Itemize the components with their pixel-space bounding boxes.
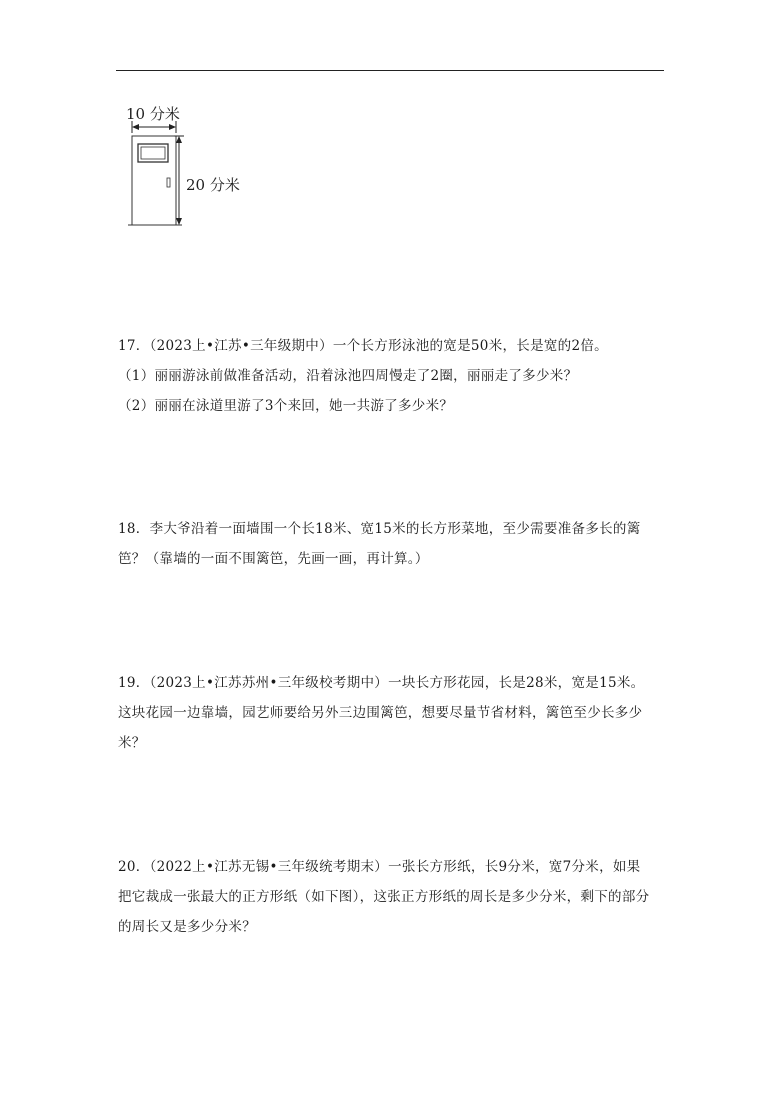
width-arrow-left xyxy=(132,124,139,130)
question-20-line-1: 20．（2022上•江苏无锡•三年级统考期末）一张长方形纸，长9分米，宽7分米，如果 xyxy=(118,859,641,875)
question-20-line-3: 的周长又是多少分米？ xyxy=(118,919,256,935)
door-diagram xyxy=(118,100,258,235)
width-label: 10 分米 xyxy=(126,105,180,123)
question-19-line-2: 这块花园一边靠墙，园艺师要给另外三边围篱笆，想要尽量节省材料，篱笆至少长多少 xyxy=(118,705,643,721)
height-arrow-bottom xyxy=(176,218,182,225)
question-20 xyxy=(118,852,666,942)
door-window-inner xyxy=(141,147,165,159)
height-label: 20 分米 xyxy=(186,176,240,194)
question-19-line-3: 米？ xyxy=(118,735,146,751)
height-arrow-top xyxy=(176,136,182,143)
question-20-line-2: 把它裁成一张最大的正方形纸（如下图），这张正方形纸的周长是多少分米，剩下的部分 xyxy=(118,889,650,905)
door-handle xyxy=(167,178,170,187)
question-19 xyxy=(118,668,666,758)
width-arrow-right xyxy=(169,124,176,130)
question-17-part-1: （1）丽丽游泳前做准备活动，沿着泳池四周慢走了2圈，丽丽走了多少米？ xyxy=(118,368,578,384)
question-19-line-1: 19．（2023上•江苏苏州•三年级校考期中）一块长方形花园，长是28米，宽是15米。 xyxy=(118,675,645,691)
question-17-part-2: （2）丽丽在泳道里游了3个来回，她一共游了多少米？ xyxy=(118,398,454,414)
question-18-line-2: 笆？（靠墙的一面不围篱笆，先画一画，再计算。） xyxy=(118,551,429,567)
header-rule xyxy=(116,70,664,71)
question-18 xyxy=(118,514,666,574)
question-17-stem: 17．（2023上•江苏•三年级期中）一个长方形泳池的宽是50米，长是宽的2倍。 xyxy=(118,338,608,354)
question-17 xyxy=(118,331,666,421)
question-18-line-1: 18．李大爷沿着一面墙围一个长18米、宽15米的长方形菜地，至少需要准备多长的篱 xyxy=(118,521,641,537)
